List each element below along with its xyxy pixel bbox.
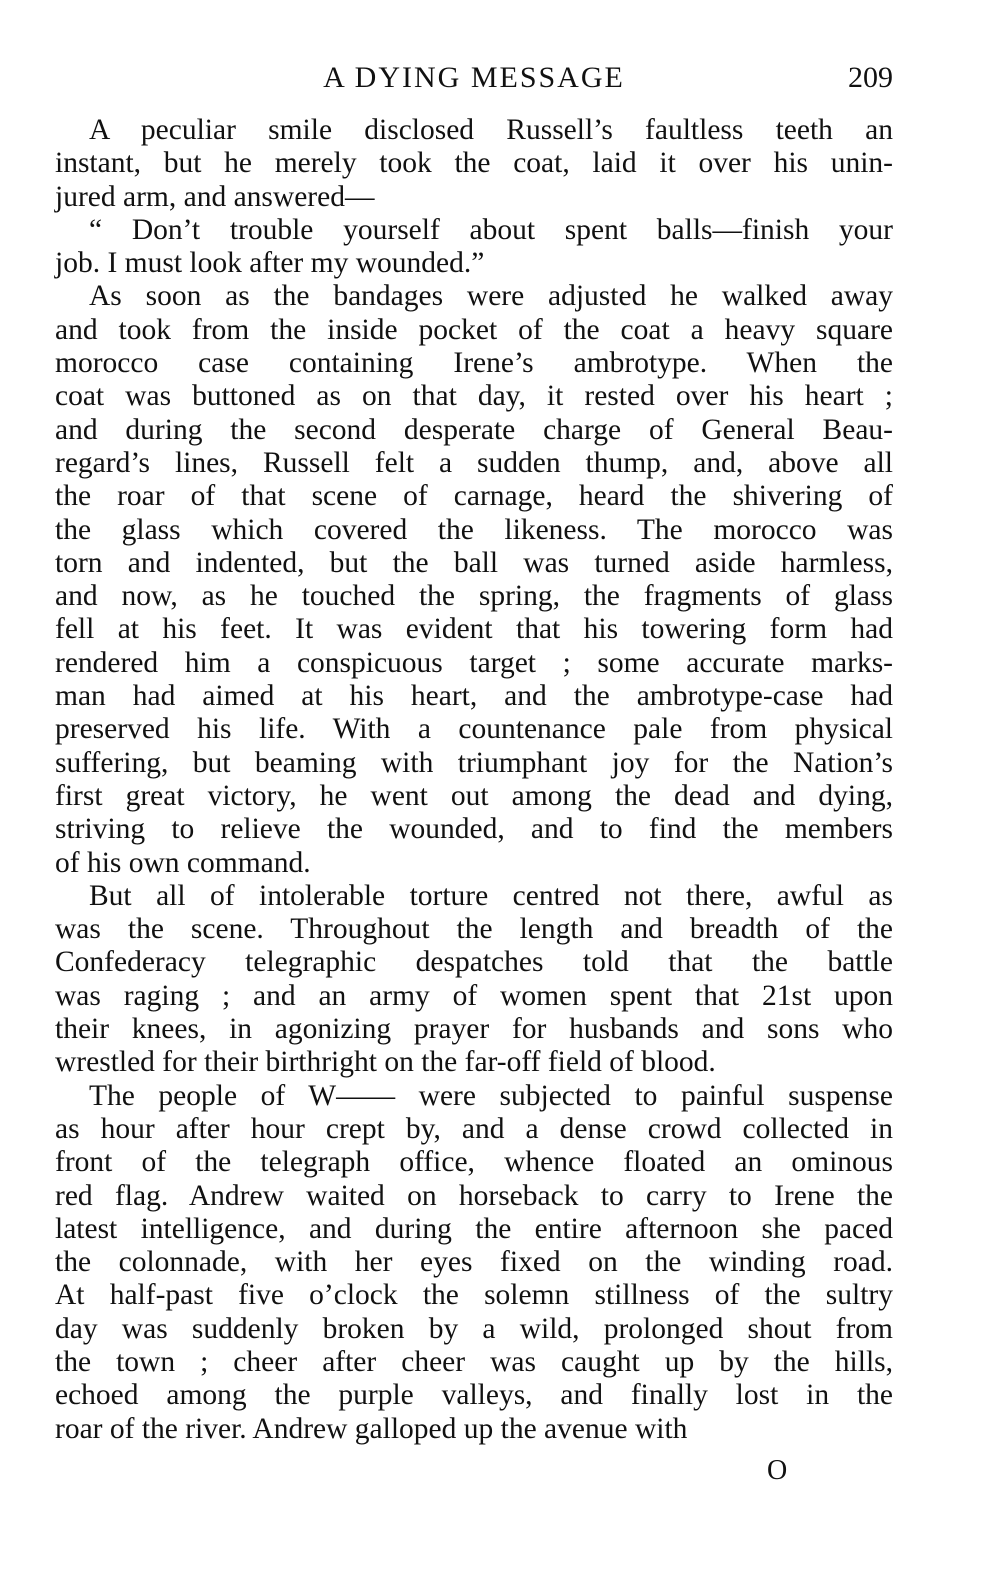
text-line: A peculiar smile disclosed Russell’s faultless teeth an xyxy=(89,114,893,146)
text-line: But all of intolerable torture centred not there, awful as xyxy=(89,879,893,912)
text-line: and now, as he touched the spring, the fragments of glass xyxy=(55,580,893,613)
text-line: and took from the inside pocket of the coat a heavy square xyxy=(55,313,893,346)
text-line: as hour after hour crept by, and a dense crowd collected in xyxy=(55,1112,893,1145)
page-number: 209 xyxy=(848,61,893,94)
text-line: the town ; cheer after cheer was caught up by the hills, xyxy=(55,1345,893,1378)
text-line: echoed among the purple valleys, and finally lost in the xyxy=(55,1379,893,1412)
body-text xyxy=(55,114,893,1446)
text-line: was raging ; and an army of women spent that 21st upon xyxy=(55,979,893,1012)
text-line: first great victory, he went out among the dead and dying, xyxy=(55,779,893,812)
text-line: the roar of that scene of carnage, heard the shivering of xyxy=(55,480,893,513)
text-line: preserved his life. With a countenance pale from physical xyxy=(55,713,893,746)
text-line: rendered him a conspicuous target ; some accurate marks- xyxy=(55,646,893,679)
text-line: jured arm, and answered— xyxy=(55,180,375,213)
text-line: As soon as the bandages were adjusted he walked away xyxy=(89,280,893,313)
text-line: suffering, but beaming with triumphant joy for the Nation’s xyxy=(55,746,893,779)
text-line: job. I must look after my wounded.” xyxy=(55,247,485,280)
text-line: coat was buttoned as on that day, it rested over his heart ; xyxy=(55,380,893,413)
text-line: wrestled for their birthright on the far-off field of blood. xyxy=(55,1046,716,1079)
text-line: torn and indented, but the ball was turned aside harmless, xyxy=(55,546,893,579)
text-line: red flag. Andrew waited on horseback to carry to Irene the xyxy=(55,1179,893,1212)
text-line: The people of W—— were subjected to painful suspense xyxy=(89,1079,893,1112)
paragraph xyxy=(55,880,893,1080)
text-line: was the scene. Throughout the length and breadth of the xyxy=(55,913,893,946)
text-line: regard’s lines, Russell felt a sudden thump, and, above all xyxy=(55,446,893,479)
text-line: instant, but he merely took the coat, laid it over his unin- xyxy=(55,147,893,180)
book-page xyxy=(55,58,893,1446)
text-line: fell at his feet. It was evident that his towering form had xyxy=(55,613,893,646)
running-title: A DYING MESSAGE xyxy=(323,61,625,94)
paragraph xyxy=(55,280,893,879)
text-line: latest intelligence, and during the entire afternoon she paced xyxy=(55,1212,893,1245)
text-line: At half-past five o’clock the solemn stillness of the sultry xyxy=(55,1279,893,1312)
page-header xyxy=(55,58,893,98)
text-line: front of the telegraph office, whence floated an ominous xyxy=(55,1146,893,1179)
text-line: roar of the river. Andrew galloped up the avenue with xyxy=(55,1412,688,1445)
paragraph xyxy=(55,214,893,281)
text-line: day was suddenly broken by a wild, prolonged shout from xyxy=(55,1312,893,1345)
text-line: man had aimed at his heart, and the ambrotype-case had xyxy=(55,680,893,713)
text-line: “ Don’t trouble yourself about spent balls—finish your xyxy=(89,213,893,246)
text-line: Confederacy telegraphic despatches told that the battle xyxy=(55,946,893,979)
text-line: and during the second desperate charge of General Beau- xyxy=(55,413,893,446)
signature-mark: O xyxy=(767,1455,788,1486)
text-line: the glass which covered the likeness. The morocco was xyxy=(55,513,893,546)
paragraph xyxy=(55,1080,893,1446)
text-line: striving to relieve the wounded, and to find the members xyxy=(55,813,893,846)
text-line: of his own command. xyxy=(55,846,311,879)
paragraph xyxy=(55,114,893,214)
text-line: morocco case containing Irene’s ambrotype. When the xyxy=(55,347,893,380)
text-line: their knees, in agonizing prayer for husbands and sons who xyxy=(55,1013,893,1046)
text-line: the colonnade, with her eyes fixed on the winding road. xyxy=(55,1246,893,1279)
